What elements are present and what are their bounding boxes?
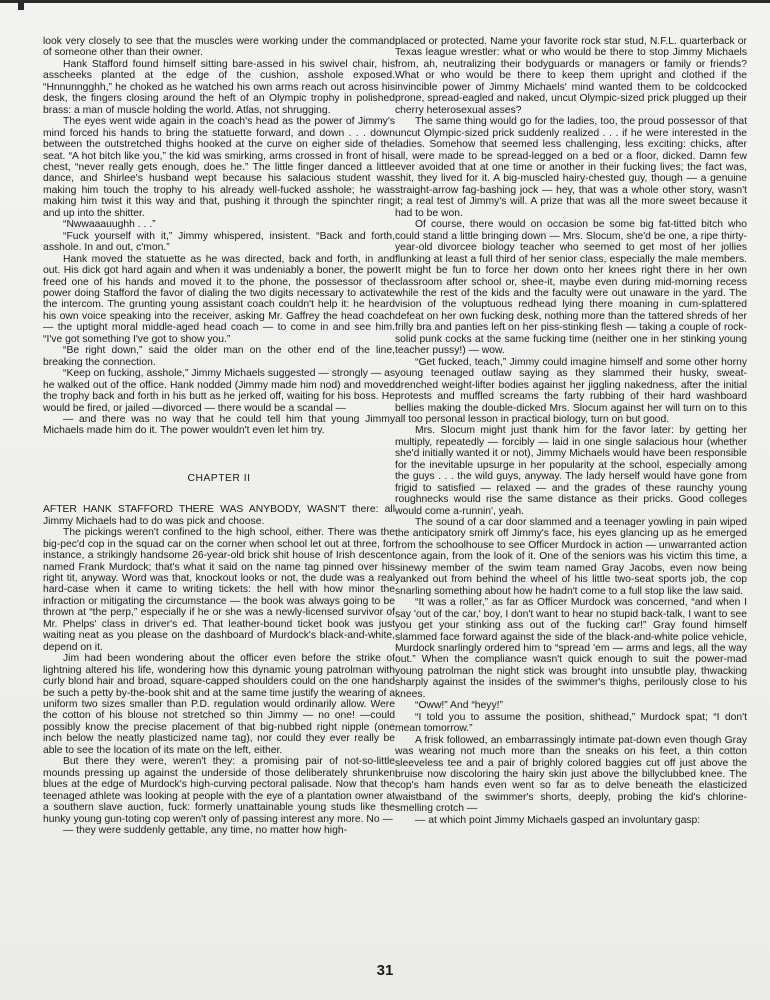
paragraph: The eyes went wide again in the coach's head as the power of Jimmy's mind forced his hands to bring the statuette forward, and down . . . down between the outstretched thighs hooked at the curve on eigher side of the seat. “A hot bitch like you,” the kid was smirking, arms crossed in front of his chest, “never really gets enough, does he.” The little finger danced a little dance, and Shirlee's husband wept because his salacious student was making him touch the trophy to his already well-fucked asshole; he was making him twist it this way and that, pushing it through the spinchter ring and up into the shitter.: [43, 116, 395, 219]
paragraph: AFTER HANK STAFFORD THERE WAS ANYBODY, WASN'T there: all Jimmy Michaels had to do was pick and choose.: [43, 504, 395, 527]
paragraph: The same thing would go for the ladies, too, the proud possessor of that uncut Olympic-sized prick suddenly realized . . . if he were interested in the ladies. Somehow that seemed less challenging, less exciting: chicks, after all, were made to be spread-legged on a bed or a floor, dicked. Damn few ever avoided that at one time or another in their fucking lives; the fact was, shit, they lived for it. A big-muscled hairy-chested guy, though — a genuine straight-arrow fag-bashing jock — hey, that was a whole other story, wasn't it; a real test of Jimmy's will. A prize that was all the more sweet because it had to be won.: [395, 116, 747, 219]
paragraph: A frisk followed, an embarrassingly intimate pat-down even though Gray was wearing not much more than the sneaks on his feet, a thin cotton sleeveless tee and a pair of brighly colored baggies cut off just above the bruise now discoloring the hairy skin just above the billyclubbed knee. The cop's ham hands even went so far as to delve beneath the elasticized waistband of the swimmer's shorts, deeply, probing the kid's chlorine-smelling crotch —: [395, 734, 747, 815]
page-number: 31: [376, 962, 394, 979]
paragraph: Hank moved the statuette as he was directed, back and forth, in and out. His dick got hard again and when it was undeniably a boner, the power freed one of his hands and moved it to the phone, the possessor of the power doing Stafford the favor of dialing the two digits necessary to activate the intercom. The grunting young assistant coach couldn't help it: he heard his own voice speaking into the receiver, asking Mr. Gaffrey the head coach — the uptight moral middle-aged head coach — to come in and see him. “I've got something I've got to show you.”: [43, 253, 395, 345]
paragraph: “Fuck yourself with it,” Jimmy whispered, insistent. “Back and forth, asshole. In and out, c'mon.”: [43, 230, 395, 254]
paragraph: — at which point Jimmy Michaels gasped an involuntary gasp:: [415, 814, 701, 826]
paragraph: — they were suddenly gettable, any time, no matter how high-: [63, 825, 348, 836]
paragraph: look very closely to see that the muscles were working under the command of someone other than their owner.: [43, 36, 395, 59]
left-text-column: [43, 36, 395, 836]
paragraph: placed or protected. Name your favorite rock star stud, N.F.L. quarterback or Texas league wrestler: what or who would be there to stop Jimmy Michaels from, ah, neutralizing their bodyguards or managers or family or friends? What or who would be there to keep them upright and clothed if the invincible power of Jimmy Michaels' mind wanted them to be coldcocked prone, spread-eagled and naked, uncut Olympic-sized prick plugged up their cherry heterosexual asses?: [395, 36, 747, 116]
paragraph: Of course, there would on occasion be some big fat-titted bitch who could stand a little bringing down — Mrs. Slocum, she'd be one, a ripe thirty-year-old divorcee biology teacher who seemed to get most of her jollies flunking at least a full third of her senior class, especially the male members. It might be fun to force her down onto her knees right there in her own classroom after school or, shee-it, maybe even during mid-morning recess while the rest of the kids and the faculty were out unaware in the yard. The vision of the voluptuous redhead lying there moaning in cum-splattered defeat on her own fucking desk, nothing more than the tattered shreds of her frilly bra and panties left on her piss-stinking flesh — taking a couple of rock-solid punk cocks at the same fucking time (neither one in her stinking young teacher pussy!) — wow.: [395, 219, 747, 357]
paragraph: “I told you to assume the position, shithead,” Murdock spat; “I don't mean tomorrow.”: [395, 711, 747, 735]
paragraph: Hank Stafford found himself sitting bare-assed in his swivel chair, his asscheeks planted at the edge of the cushion, asshole exposed. “Hnnunngghh,” he choked as he watched his own arms reach out across his desk, the fingers closing around the heft of an Olympic trophy in polished brass: a man of muscle holding the world. Atlas, not shrugging.: [43, 58, 395, 116]
paragraph: Mrs. Slocum might just thank him for the favor later: by getting her multiply, repeatedly — forcibly — laid in one single salacious hour (whether she'd initially wanted it or not), Jimmy Michaels would have been responsible for the inevitable upsurge in her popularity at the school, especially among the guys . . . the wild guys, anyway. The lady herself would have gone from frigid to satisfied — relaxed — and the grades of these raunchy young roughnecks would rise the same distance as their pricks. Good colleges would come a-runnin', yeah.: [395, 425, 747, 517]
paragraph: “Oww!” And “heyy!”: [415, 700, 503, 712]
paragraph: But there they were, weren't they: a promising pair of not-so-little mounds pressing up against the underside of those deliberately shrunken blues at the edge of Murdock's high-curving pectoral palisade. Now that the teenaged athlete was looking at people with the eye of a plantation owner at a southern slave auction, fuck: formerly unattainable young studs like the hunky young gun-toting cop weren't only of passing interest any more. No —: [43, 756, 395, 825]
paragraph: “Keep on fucking, asshole,” Jimmy Michaels suggested — strongly — as he walked out of the office. Hank nodded (Jimmy made him nod) and moved the trophy back and forth in his butt as he jerked off, waiting for his boss. He would be fired, or jailed —divorced — there would be a scandal —: [43, 368, 395, 414]
paragraph: The pickings weren't confined to the high school, either. There was the big-pec'd cop in the squad car on the corner when school let out at three, for instance, a strikingly handsome 26-year-old brick shit house of Irish descent named Frank Murdock; that's what it said on the name tag pinned over his right tit, anyway. Word was that, knockout looks or not, the dude was a real hard-case when it came to writing tickets: the hell with how minor the infraction or mitigating the circumstance — the book was always going to be thrown at “the perp,” especially if he or she was a newly-licensed survivor of Mr. Phelps' class in driver's ed. That leather-bound ticket book was just waiting neat as you please on the dashboard of Murdock's black-and-white, depend on it.: [43, 527, 395, 653]
paragraph: Jim had been wondering about the officer even before the strike of lightning altered his life, wondering how this dynamic young patrolman with curly blond hair and broad, square-capped shoulders could on the one hand be such a petty by-the-book shit and at the same time justify the wearing of a uniform two sizes smaller than P.D. regulation would ordinarily allow. Were the cotton of his blouse not stretched so thin Jimmy — no one! —could possibly know the precise placement of that big-nubbed right nipple (one inch below the neatly plasticized name tag), nor could they ever really be able to see the location of its mate on the left, either.: [43, 653, 395, 756]
top-edge-rule: [0, 0, 770, 3]
paragraph: “Nwwaaauughh . . .”: [63, 219, 156, 231]
paragraph: The sound of a car door slammed and a teenager yowling in pain wiped the anticipatory smirk off Jimmy's face, his eyes glancing up as he emerged from the schoolhouse to see Officer Murdock in action — unwarranted action once again, from the look of it. One of the seniors was his victim this time, a sinewy member of the swim team named Gray Jacobs, even now being yanked out from behind the wheel of his little two-seat sports job, the cop snarling something about how he hadn't come to a full stop like the law said.: [395, 517, 747, 597]
paragraph: “It was a roller,” as far as Officer Murdock was concerned, “and when I say 'out of the car,' boy, I don't want to hear no stupid back-talk, I want to see you get your stinking ass out of the fucking car!” Gray found himself slammed face forward against the side of the black-and-white police vehicle, Murdock snarlingly ordered him to “spread 'em — arms and legs, all the way out.” When the compliance wasn't quick enough to suit the power-mad young patrolman the night stick was brought into unsubtle play, thwacking sharply against the insides of the swimmer's thighs, perilously close to his knees.: [395, 597, 747, 700]
chapter-heading: CHAPTER II: [187, 472, 251, 484]
paragraph: “Be right down,” said the older man on the other end of the line, breaking the connection.: [43, 345, 395, 368]
top-edge-mark: [18, 0, 24, 10]
right-text-column: [395, 36, 747, 826]
paragraph: — and there was no way that he could tell him that young Jimmy Michaels made him do it. The power wouldn't even let him try.: [43, 413, 395, 437]
paragraph: “Get fucked, teach,” Jimmy could imagine himself and some other horny young teenaged outlaw saying as they slammed their husky, sweat-drenched weight-lifter bodies against her jiggling nakedness, after the initial protests and muffled screams the farty rubbing of their hard washboard bellies making the double-dicked Mrs. Slocum against her will turn on to this all too personal lesson in practical biology, turn on but good.: [395, 356, 747, 425]
